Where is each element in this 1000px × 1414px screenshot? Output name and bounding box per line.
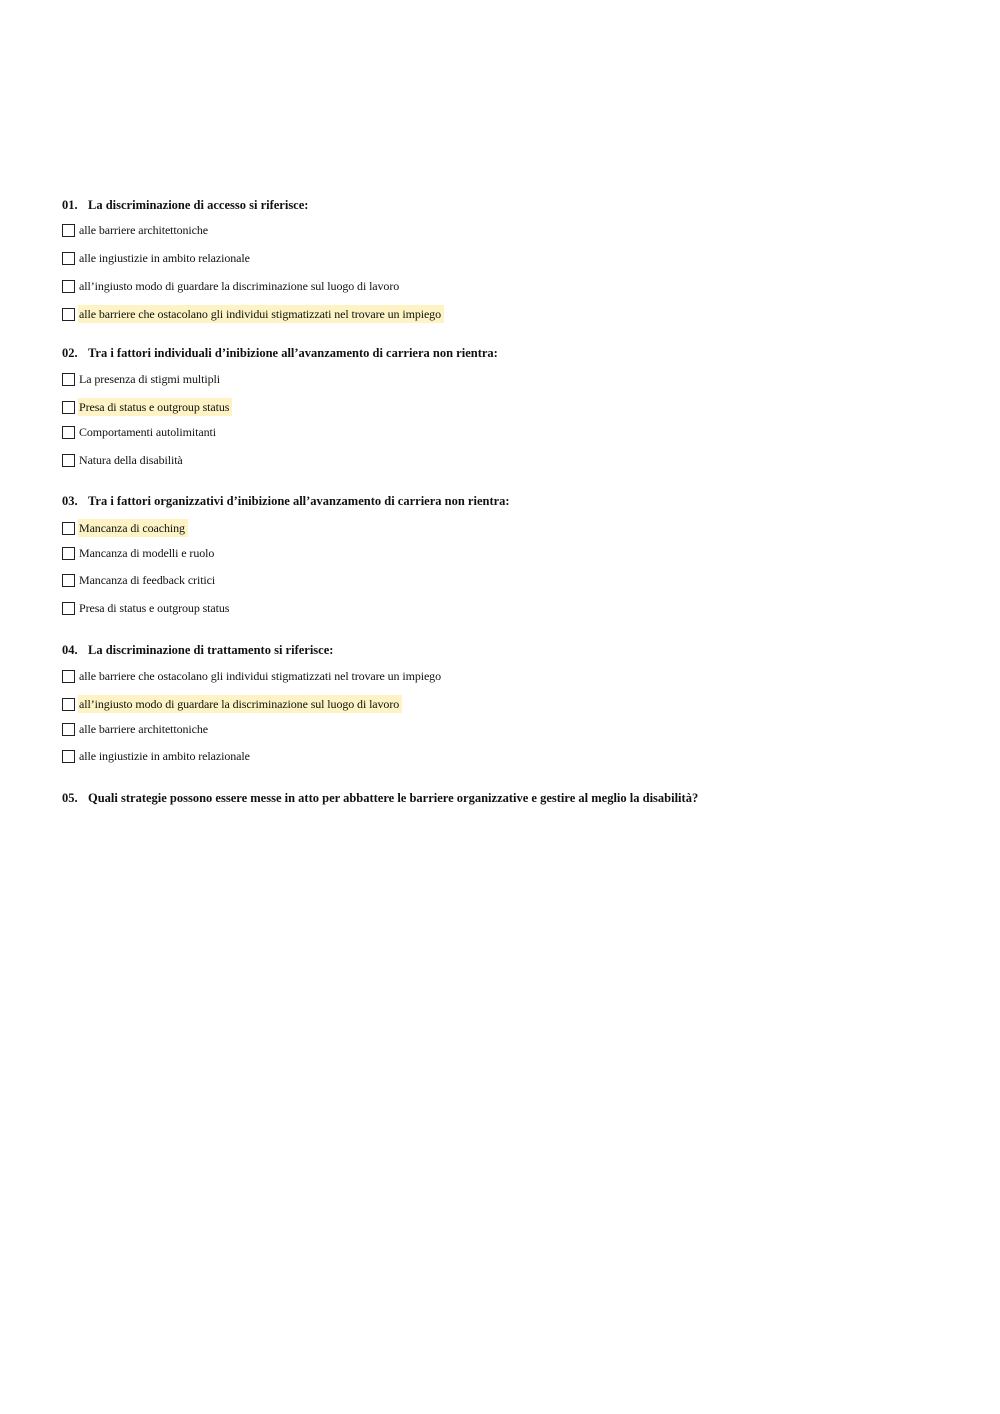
answer-option[interactable]	[62, 278, 402, 294]
answer-label: alle barriere architettoniche	[79, 223, 209, 237]
answer-option[interactable]	[62, 306, 444, 322]
question-title	[62, 197, 962, 213]
answer-option[interactable]	[62, 250, 253, 266]
answer-label: alle barriere architettoniche	[79, 722, 209, 736]
checkbox[interactable]	[62, 280, 75, 293]
checkbox[interactable]	[62, 401, 75, 414]
answer-label: all’ingiusto modo di guardare la discriminazione sul luogo di lavoro	[79, 279, 400, 293]
answer-option[interactable]	[62, 399, 232, 415]
answer-label-highlighted: all’ingiusto modo di guardare la discriminazione sul luogo di lavoro	[78, 695, 402, 713]
answer-label: Natura della disabilità	[79, 453, 183, 467]
answer-option[interactable]	[62, 572, 218, 588]
checkbox[interactable]	[62, 224, 75, 237]
answer-label: Comportamenti autolimitanti	[79, 425, 216, 439]
checkbox[interactable]	[62, 574, 75, 587]
answer-option[interactable]	[62, 721, 211, 737]
question-text: La discriminazione di accesso si riferisce:	[88, 198, 309, 212]
answer-option[interactable]	[62, 222, 211, 238]
question-text: Quali strategie possono essere messe in atto per abbattere le barriere organizzative e gestire al meglio la disabilità?	[88, 791, 699, 805]
answer-label: alle barriere che ostacolano gli individui stigmatizzati nel trovare un impiego	[79, 669, 441, 683]
answer-label: Mancanza di feedback critici	[79, 573, 216, 587]
checkbox[interactable]	[62, 373, 75, 386]
question-text: Tra i fattori organizzativi d’inibizione all’avanzamento di carriera non rientra:	[88, 494, 510, 508]
checkbox[interactable]	[62, 308, 75, 321]
question-number: 03.	[62, 494, 78, 508]
question-number: 01.	[62, 198, 78, 212]
question-02	[62, 345, 962, 467]
question-text: Tra i fattori individuali d’inibizione all’avanzamento di carriera non rientra:	[88, 346, 498, 360]
question-03	[62, 493, 962, 615]
checkbox[interactable]	[62, 547, 75, 560]
checkbox[interactable]	[62, 602, 75, 615]
question-number: 02.	[62, 346, 78, 360]
question-title	[62, 790, 962, 806]
checkbox[interactable]	[62, 522, 75, 535]
answer-option[interactable]	[62, 424, 219, 440]
question-title	[62, 345, 962, 361]
checkbox[interactable]	[62, 454, 75, 467]
checkbox[interactable]	[62, 750, 75, 763]
question-04	[62, 642, 962, 763]
question-05	[62, 790, 962, 806]
answer-label: alle ingiustizie in ambito relazionale	[79, 251, 250, 265]
answer-option[interactable]	[62, 371, 223, 387]
answer-label: alle ingiustizie in ambito relazionale	[79, 749, 250, 763]
answer-label: Presa di status e outgroup status	[79, 601, 230, 615]
answer-label: La presenza di stigmi multipli	[79, 372, 220, 386]
answer-option[interactable]	[62, 545, 217, 561]
checkbox[interactable]	[62, 723, 75, 736]
answer-option[interactable]	[62, 452, 186, 468]
answer-option[interactable]	[62, 696, 402, 712]
answer-label-highlighted: alle barriere che ostacolano gli individui stigmatizzati nel trovare un impiego	[78, 305, 444, 323]
question-01	[62, 197, 962, 321]
checkbox[interactable]	[62, 252, 75, 265]
question-number: 05.	[62, 791, 78, 805]
answer-label-highlighted: Mancanza di coaching	[78, 519, 188, 537]
question-title	[62, 493, 962, 509]
answer-option[interactable]	[62, 600, 232, 616]
question-number: 04.	[62, 643, 78, 657]
answer-label: Mancanza di modelli e ruolo	[79, 546, 215, 560]
checkbox[interactable]	[62, 670, 75, 683]
checkbox[interactable]	[62, 426, 75, 439]
answer-option[interactable]	[62, 668, 444, 684]
answer-label-highlighted: Presa di status e outgroup status	[78, 398, 232, 416]
answer-option[interactable]	[62, 748, 253, 764]
question-text: La discriminazione di trattamento si riferisce:	[88, 643, 334, 657]
checkbox[interactable]	[62, 698, 75, 711]
question-title	[62, 642, 962, 658]
answer-option[interactable]	[62, 520, 188, 536]
